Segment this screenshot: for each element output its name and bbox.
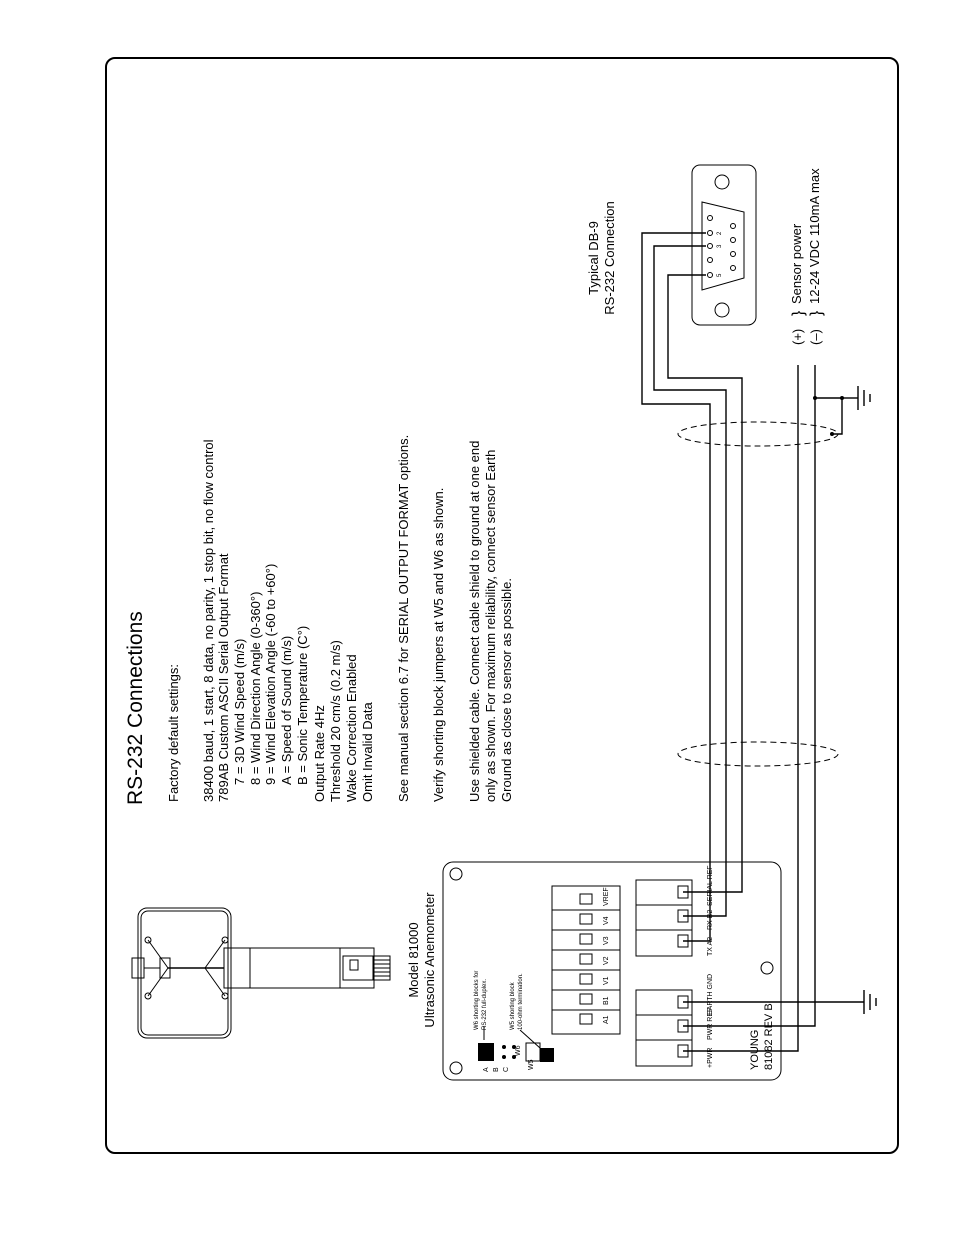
term-b1: B1 <box>603 996 610 1005</box>
w5-label: W5 <box>528 1059 535 1070</box>
term-v1: V1 <box>603 976 610 985</box>
db9-title-1: Typical DB-9 <box>586 221 601 295</box>
board-part: 81082 REV B <box>763 1003 775 1070</box>
term-pwr-ref: PWR REF <box>707 1007 714 1040</box>
db9-pin-2: 2 <box>717 231 723 235</box>
power-plus: (+) <box>790 328 805 345</box>
shield-note-2: only as shown. For maximum reliability, connect sensor Earth <box>483 449 498 802</box>
sensor-name: Ultrasonic Anemometer <box>422 892 437 1028</box>
term-serial-ref: SERIAL REF <box>707 865 714 906</box>
jumper-row-a: A <box>483 1067 490 1072</box>
term-v2: V2 <box>603 956 610 965</box>
shield-note-1: Use shielded cable. Connect cable shield to ground at one end <box>467 440 482 802</box>
field-8: 8 = Wind Direction Angle (0-360°) <box>248 591 263 785</box>
manual-note: See manual section 6.7 for SERIAL OUTPUT FORMAT options. <box>396 434 411 802</box>
term-v4: V4 <box>603 916 610 925</box>
page-title: RS-232 Connections <box>124 611 147 805</box>
field-9: 9 = Wind Elevation Angle (-60 to +60°) <box>263 563 278 785</box>
jumper-row-c: C <box>503 1066 510 1072</box>
threshold: Threshold 20 cm/s (0.2 m/s) <box>328 640 343 802</box>
power-brace-2: } <box>808 310 825 316</box>
w6-label: W6 <box>515 1045 522 1056</box>
term-tx: TX A2 <box>707 936 714 956</box>
wiring <box>642 233 876 1051</box>
omit-invalid: Omit Invalid Data <box>360 702 375 802</box>
w6-note-2: RS-232 full-duplex. <box>482 978 488 1030</box>
sensor-model: Model 81000 <box>406 922 421 998</box>
db9-pin-5: 5 <box>717 273 723 277</box>
db9-connector <box>692 165 756 325</box>
field-7: 7 = 3D Wind Speed (m/s) <box>232 638 247 785</box>
field-b: B = Sonic Temperature (C°) <box>295 625 310 785</box>
anemometer-drawing <box>132 908 390 1038</box>
term-a1: A1 <box>603 1015 610 1024</box>
field-a: A = Speed of Sound (m/s) <box>279 635 294 785</box>
term-earth: EARTH GND <box>707 973 714 1015</box>
db9-title-2: RS-232 Connection <box>602 201 617 315</box>
settings-line-2: 789AB Custom ASCII Serial Output Format <box>216 553 231 802</box>
settings-heading: Factory default settings: <box>166 663 181 802</box>
power-label-2: 12-24 VDC 110mA max <box>807 168 822 304</box>
term-pwr: +PWR <box>707 1047 714 1068</box>
db9-pin-3: 3 <box>717 244 723 248</box>
term-v3: V3 <box>603 936 610 945</box>
output-rate: Output Rate 4Hz <box>312 705 327 802</box>
power-label-1: Sensor power <box>789 223 804 304</box>
settings-line-1: 38400 baud, 1 start, 8 data, no parity, 1 stop bit, no flow control <box>201 439 216 802</box>
w6-note-1: W6 shorting blocks for <box>474 970 480 1030</box>
term-rx: RX B2 <box>707 909 714 930</box>
power-minus: (–) <box>808 329 823 345</box>
board-brand: YOUNG <box>749 1029 761 1070</box>
power-brace-1: } <box>790 310 807 316</box>
w5-note-1: W5 shorting block <box>510 982 516 1030</box>
jumper-note: Verify shorting block jumpers at W5 and W6 as shown. <box>431 487 446 802</box>
jumper-row-b: B <box>493 1067 500 1072</box>
shield-note-3: Ground as close to sensor as possible. <box>499 577 514 802</box>
w5-note-2: 100-ohm termination. <box>518 973 524 1030</box>
term-vref: VREF <box>603 887 610 906</box>
circuit-board <box>443 862 781 1080</box>
wake-correction: Wake Correction Enabled <box>344 654 359 802</box>
